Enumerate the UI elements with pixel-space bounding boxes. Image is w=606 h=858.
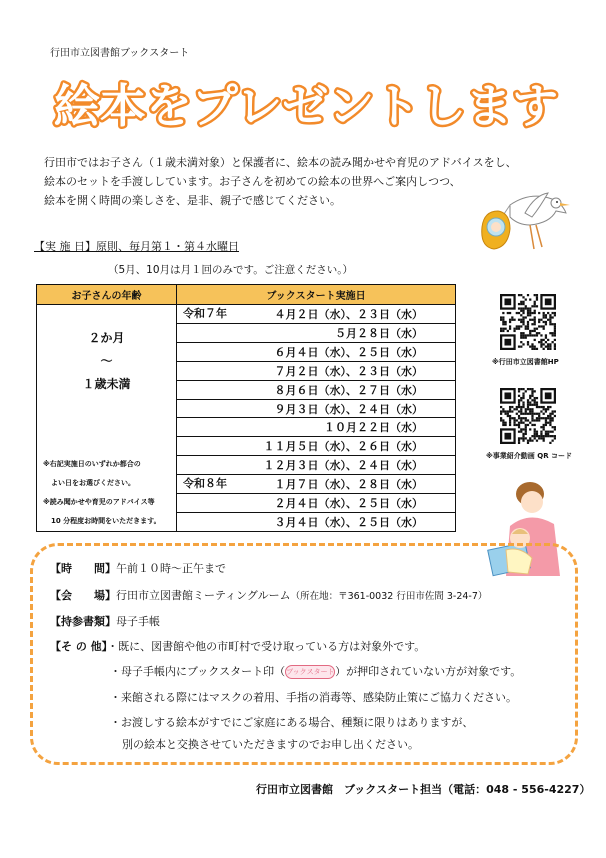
intro-text	[44, 153, 517, 210]
date-text: ９月３日（水）、２４日（水）	[274, 402, 423, 416]
age-to: １歳未満	[82, 377, 131, 392]
age-note-line: 10 分程度お時間をいただきます。	[51, 517, 161, 526]
info-other-third: ・来館される際にはマスクの着用、手指の消毒等、感染防止策にご協力ください。	[110, 691, 517, 704]
date-text: １月７日（水）、２８日（水）	[274, 478, 423, 492]
age-cell	[37, 305, 177, 532]
date-text: ５月２８日（水）	[335, 326, 423, 340]
date-cell	[177, 305, 456, 324]
info-place-address: （所在地：〒361-0032 行田市佐間 3-24-7）	[290, 591, 488, 602]
age-from: ２か月	[88, 331, 125, 346]
age-note-line: よい日をお選びください。	[51, 479, 135, 488]
info-other-label: 【そ の 他】	[50, 640, 108, 653]
date-cell	[177, 380, 456, 399]
table-header-row	[37, 285, 456, 305]
date-text: ２月４日（水）、２５日（水）	[274, 497, 423, 511]
stamp-before: ・母子手帳内にブックスタート印（	[110, 665, 286, 678]
date-text: １０月２２日（水）	[324, 421, 423, 435]
video-qr-code[interactable]	[500, 388, 556, 444]
date-text: ３月４日（水）、２５日（水）	[274, 515, 423, 529]
date-cell	[177, 342, 456, 361]
schedule-label-bracket: 【実 施 日】	[34, 240, 96, 253]
info-items-row	[50, 613, 160, 629]
info-time-value: 午前１０時～正午まで	[116, 562, 226, 575]
table-header-dates: ブックスタート実施日	[177, 285, 456, 305]
schedule-table	[36, 284, 456, 532]
intro-line: 絵本のセットを手渡ししています。お子さんを初めての絵本の世界へご案内しつつ、	[44, 175, 461, 188]
info-other-first: ・既に、図書館や他の市町村で受け取っている方は対象外です。	[107, 640, 426, 653]
info-stamp-row	[110, 663, 521, 679]
schedule-label	[34, 238, 239, 254]
date-text: ８月６日（水）、２７日（水）	[274, 383, 423, 397]
intro-line: 行田市ではお子さん（１歳未満対象）と保護者に、絵本の読み聞かせや育児のアドバイスをし、	[44, 156, 517, 169]
stamp-after: ）が押印されていない方が対象です。	[335, 665, 522, 678]
age-note-line: ※読み聞かせや育児のアドバイス等	[43, 498, 155, 507]
info-place-label: 【会 場】	[50, 589, 116, 602]
info-items-label: 【持参書類】	[50, 615, 116, 628]
library-qr-caption: ※行田市立図書館HP	[492, 358, 559, 366]
date-text: １１月５日（水）、２６日（水）	[263, 440, 423, 454]
age-notes	[43, 455, 183, 531]
library-qr-code[interactable]	[500, 294, 556, 350]
age-tilde: ～	[100, 354, 113, 369]
date-cell	[177, 437, 456, 456]
date-cell	[177, 361, 456, 380]
main-title	[36, 70, 576, 140]
info-other-fifth: 別の絵本と交換させていただきますのでお申し出ください。	[122, 738, 419, 751]
footer-contact: 行田市立図書館 ブックスタート担当（電話：048 - 556-4227）	[256, 783, 591, 796]
schedule-note: （5月、10月は月１回のみです。ご注意ください。）	[108, 264, 353, 276]
info-time-row	[50, 560, 226, 576]
info-place-row	[50, 587, 487, 603]
info-time-label: 【時 間】	[50, 562, 116, 575]
intro-line: 絵本を開く時間の楽しさを、是非、親子で感じてください。	[44, 194, 341, 207]
date-cell	[177, 475, 456, 494]
schedule-label-text: 原則、毎月第１・第４水曜日	[96, 240, 239, 253]
era-label: 令和７年	[183, 307, 227, 321]
date-text: ６月４日（水）、２５日（水）	[274, 345, 423, 359]
date-cell	[177, 456, 456, 475]
svg-text:絵本をプレゼントします: 絵本をプレゼントします	[53, 79, 559, 133]
date-cell	[177, 512, 456, 531]
date-cell	[177, 418, 456, 437]
date-text: ４月２日（水）、２３日（水）	[274, 307, 423, 321]
info-items-value: 母子手帳	[116, 615, 160, 628]
date-cell	[177, 399, 456, 418]
info-box	[30, 543, 578, 765]
bookstart-stamp-icon: ブックスタート	[285, 665, 335, 679]
video-qr-caption: ※事業紹介動画 QR コード	[486, 452, 573, 460]
date-cell	[177, 494, 456, 513]
age-note-line: ※右記実施日のいずれか都合の	[43, 460, 141, 469]
table-header-age: お子さんの年齢	[37, 285, 177, 305]
info-other-row	[50, 638, 425, 654]
date-cell	[177, 323, 456, 342]
header-label: 行田市立図書館ブックスタート	[50, 48, 190, 59]
date-text: １２月３日（水）、２４日（水）	[263, 459, 423, 473]
info-place-value: 行田市立図書館ミーティングルーム	[116, 589, 291, 602]
date-text: ７月２日（水）、２３日（水）	[274, 364, 423, 378]
table-row	[37, 305, 456, 324]
info-other-fourth: ・お渡しする絵本がすでにご家庭にある場合、種類に限りはありますが、	[110, 716, 474, 729]
stork-baby-illustration	[470, 183, 570, 253]
era-label: 令和８年	[183, 477, 227, 491]
